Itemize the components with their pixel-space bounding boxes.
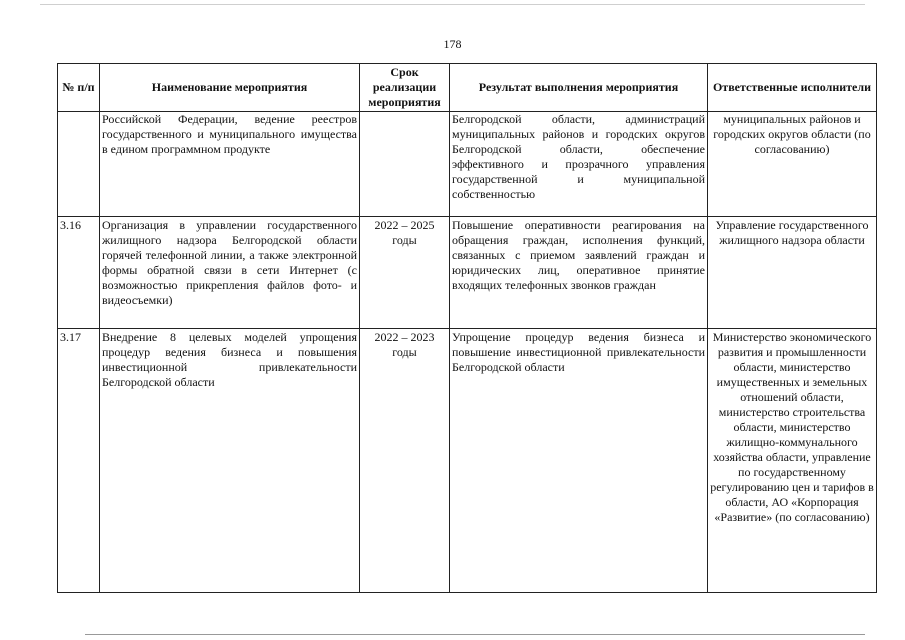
row-name: Внедрение 8 целевых моделей упрощения процедур ведения бизнеса и повышения инвестиционной привлекательности Белгородской области	[100, 329, 360, 593]
bottom-divider	[85, 634, 865, 635]
row-responsible: Министерство экономического развития и промышленности области, министерство имущественных и земельных отношений области, министерство строительства области, министерство жилищно-коммунального хозяйства области, управление по государственному регулированию цен и тарифов в области, АО «Корпорация «Развитие» (по согласованию)	[708, 329, 877, 593]
row-num: 3.17	[58, 329, 100, 593]
row-term: 2022 – 2025 годы	[360, 217, 450, 329]
row-responsible: Управление государственного жилищного надзора области	[708, 217, 877, 329]
row-num: 3.16	[58, 217, 100, 329]
table-row	[58, 329, 877, 593]
row-term: 2022 – 2023 годы	[360, 329, 450, 593]
top-divider	[40, 4, 865, 5]
header-num: № п/п	[58, 64, 100, 112]
row-term	[360, 112, 450, 217]
table-row	[58, 112, 877, 217]
row-num	[58, 112, 100, 217]
header-responsible: Ответственные исполнители	[708, 64, 877, 112]
row-name: Российской Федерации, ведение реестров государственного и муниципального имущества в едином программном продукте	[100, 112, 360, 217]
row-responsible: муниципальных районов и городских округов области (по согласованию)	[708, 112, 877, 217]
activities-table	[57, 63, 877, 593]
header-term: Срок реализации мероприятия	[360, 64, 450, 112]
header-name: Наименование мероприятия	[100, 64, 360, 112]
page-number: 178	[443, 37, 462, 51]
row-result: Упрощение процедур ведения бизнеса и повышение инвестиционной привлекательности Белгородской области	[450, 329, 708, 593]
row-result: Повышение оперативности реагирования на обращения граждан, исполнения функций, связанных с приемом заявлений граждан и юридических лиц, оперативное принятие входящих телефонных звонков граждан	[450, 217, 708, 329]
header-result: Результат выполнения мероприятия	[450, 64, 708, 112]
table-row	[58, 217, 877, 329]
row-name: Организация в управлении государственного жилищного надзора Белгородской области горячей телефонной линии, а также электронной формы обратной связи в сети Интернет (с возможностью прикрепления файлов фото- и видеосъемки)	[100, 217, 360, 329]
table-header-row	[58, 64, 877, 112]
row-result: Белгородской области, администраций муниципальных районов и городских округов Белгородской области, обеспечение эффективного и прозрачного управления государственной и муниципальной собственностью	[450, 112, 708, 217]
